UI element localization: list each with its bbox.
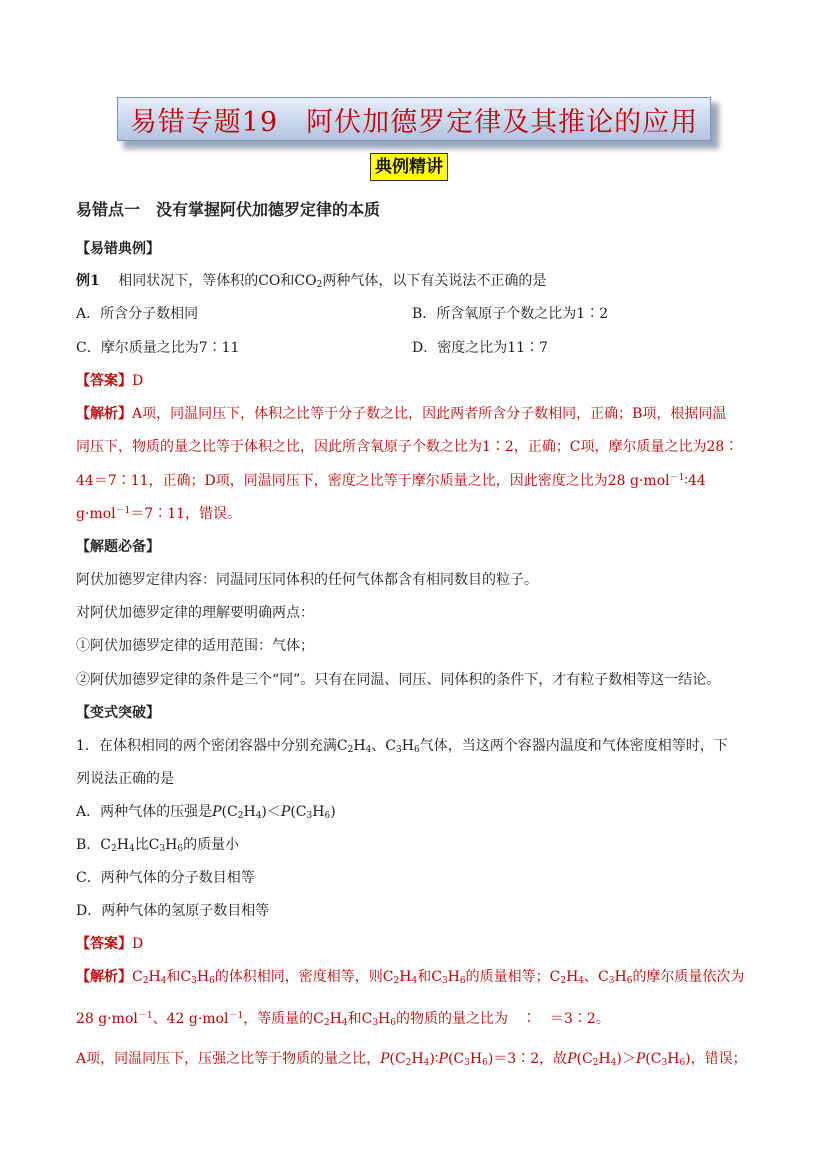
an2-e: 的物质的量之比为 ∶ ＝3∶2。 [396,1011,610,1027]
variant-analysis-2: 28 g·mol$^{-1}$、42 g·mol$^{-1}$，等质量的$C_2H_4$和$C_3H_6$的物质的量之比为 ∶ ＝3∶2。 [76,1011,610,1028]
variant-answer [76,935,143,953]
prep-line-2: 对阿伏加德罗定律的理解要明确两点： [76,605,314,621]
sub: 4 [128,844,135,854]
analysis-sup-3: －1 [669,473,685,483]
prep-line-3: ①阿伏加德罗定律的适用范围：气体； [76,638,314,654]
section-tag: 典例精讲 [370,153,448,181]
an-e: 的质量相等；C [465,969,561,985]
sub: 4 [578,976,585,986]
option-b: B．所含氧原子个数之比为1∶2 [412,306,609,322]
stem-part-a: 相同状况下，等体积的CO和CO [118,273,317,289]
title-banner [117,97,713,143]
sub: 4 [160,976,167,986]
variant-opt-a-text: A．两种气体的压强是 [76,804,213,820]
an2-b: 、42 g·mol [152,1011,229,1027]
label-prep: 【解题必备】 [76,539,160,555]
sub: 3 [191,976,197,986]
analysis-line-3 [76,472,706,490]
an-b: 和C [166,969,192,985]
sub: 3 [372,1018,379,1028]
sub: 6 [626,976,633,986]
option-d: D．密度之比为11∶7 [412,340,548,356]
section-title: 易错点一 没有掌握阿伏加德罗定律的本质 [76,200,381,219]
label-variant: 【变式突破】 [76,705,160,721]
example-number: 例1 [76,273,100,289]
answer-label: 【答案】 [76,936,132,952]
label-typical: 【易错典例】 [76,241,160,257]
an-g: 的摩尔质量依次为 [632,969,745,985]
variant-stem-b: 、C [371,738,397,754]
sub: 6 [209,976,215,986]
an2-c: ，等质量的C [243,1011,324,1027]
sub: 2 [592,1058,599,1068]
sub: 4 [365,745,372,755]
variant-analysis-1: 【解析】$C_2H_4$和$C_3H_6$的体积相同，密度相等，则$C_2H_4$和$C_3H_6$的质量相等；$C_2H_4$、$C_3H_6$的摩尔质量依次为 [76,969,745,986]
variant-option-c: C．两种气体的分子数目相等 [76,870,255,886]
variant-stem-2: 列说法正确的是 [76,771,174,787]
an-c: 的体积相同，密度相等，则C [214,969,394,985]
analysis-text-1: A项，同温同压下，体积之比等于分子数之比，因此两者所含分子数相同，正确；B项，根据同温 [132,406,727,422]
prep-line-4: ②阿伏加德罗定律的条件是三个“同”。只有在同温、同压、同体积的条件下，才有粒子数相等这一结论。 [76,672,721,688]
sup: －1 [228,1011,244,1021]
sub: 2 [323,1018,330,1028]
an-f: 、C [584,969,609,985]
analysis-line-2: 同压下，物质的量之比等于体积之比，因此所含氧原子个数之比为1∶2，正确；C项，摩尔质量之比为28∶ [76,439,739,455]
banner-box [117,97,711,141]
an3-a: A项，同温同压下，压强之比等于物质的量之比， [76,1051,381,1067]
variant-analysis-3: A项，同温同压下，压强之比等于物质的量之比，$P(C_2H_4)∶P(C_3H_6)=3∶2$，故$P(C_2H_4)>P(C_3H_6)$，错误； [76,1051,747,1068]
variant-stem-a: 1．在体积相同的两个密闭容器中分别充满C [76,738,348,754]
analysis-line-1 [76,405,726,423]
variant-opt-b-b: 比C [134,837,160,853]
an2-d: 和C [347,1011,373,1027]
answer-value: D [132,936,144,952]
variant-stem-1: 1．在体积相同的两个密闭容器中分别充满$C_2H_4$、$C_3H_6$气体，当这两个容器内温度和气体密度相等时，下 [76,738,728,755]
sub: 2 [237,811,244,821]
sub: 6 [177,844,184,854]
sub: 4 [423,1058,430,1068]
analysis-label: 【解析】 [76,969,132,985]
sub: 6 [482,1058,488,1068]
sub: 3 [608,976,615,986]
analysis-text-3: 44＝7∶11，正确；D项，同温同压下，密度之比等于摩尔质量之比，因此密度之比为28 g·mol [76,473,670,489]
answer-label: 【答案】 [76,373,132,389]
stem-sub: 2 [316,280,323,290]
sub: 3 [661,1058,668,1068]
variant-stem-c: 气体，当这两个容器内温度和气体密度相等时，下 [419,738,728,754]
sub: 4 [255,811,262,821]
an2-a: 28 g·mol [76,1011,138,1027]
sub: 2 [111,844,117,854]
sub: 6 [413,745,420,755]
an3-c: ，错误； [690,1051,747,1067]
analysis-text-4a: g·mol [76,506,116,522]
sub: 3 [306,811,313,821]
an-d: 和C [417,969,442,985]
sub: 6 [459,976,466,986]
example-stem [76,272,546,290]
variant-option-b: B．$C_2H_4$比$C_3H_6$的质量小 [76,837,240,854]
sub: 4 [341,1018,348,1028]
sub: 2 [405,1058,412,1068]
analysis-label: 【解析】 [76,406,132,422]
sub: 2 [393,976,400,986]
variant-opt-b-c: 的质量小 [183,837,240,853]
analysis-line-4 [76,505,241,523]
sub: 3 [396,745,402,755]
option-a: A．所含分子数相同 [76,306,199,322]
answer-value: D [132,373,144,389]
sub: 3 [159,844,166,854]
sub: 2 [560,976,567,986]
analysis-sup-4: －1 [115,506,131,516]
sub: 3 [441,976,448,986]
option-c: C．摩尔质量之比为7∶11 [76,340,240,356]
sub: 6 [390,1018,396,1028]
sub: 4 [411,976,418,986]
analysis-text-4b: ＝7∶11，错误。 [130,506,242,522]
analysis-tail-3: ∶44 [684,473,706,489]
sub: 2 [347,745,354,755]
variant-opt-b-a: B．C [76,837,111,853]
variant-option-d: D．两种气体的氢原子数目相等 [76,903,270,919]
an3-b: ＝3∶2，故 [493,1051,568,1067]
sub: 2 [142,976,149,986]
sub: 4 [610,1058,617,1068]
sub: 3 [464,1058,470,1068]
prep-line-1: 阿伏加德罗定律内容：同温同压同体积的任何气体都含有相同数目的粒子。 [76,572,538,588]
answer-1 [76,372,143,390]
stem-part-b: 两种气体，以下有关说法不正确的是 [322,273,547,289]
sup: －1 [137,1011,153,1021]
sub: 6 [679,1058,686,1068]
variant-option-a: A．两种气体的压强是$P(C_2H_4)<P(C_3H_6)$ [76,804,336,821]
page-title: 易错专题19 阿伏加德罗定律及其推论的应用 [129,106,699,138]
sub: 6 [324,811,331,821]
an-a: C [132,969,143,985]
